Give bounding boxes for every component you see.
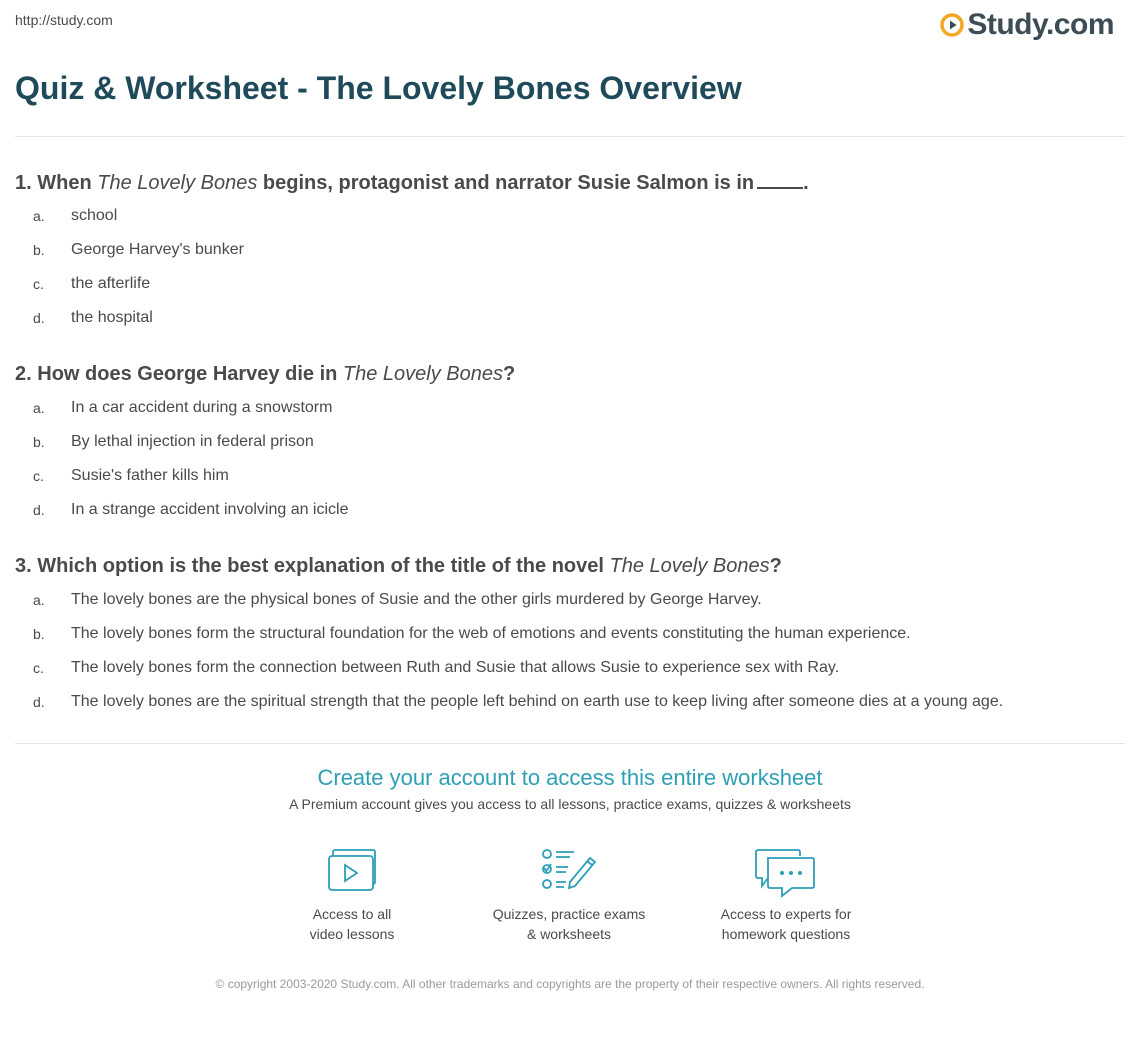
feature-line-2: & worksheets: [526, 926, 612, 942]
book-title-italic: The Lovely Bones: [609, 555, 770, 577]
feature-label: [252, 904, 452, 944]
answer-list: [15, 395, 1125, 531]
feature-line-1: Access to experts for: [720, 906, 852, 922]
create-account-link[interactable]: Create your account to access this entire worksheet: [317, 765, 823, 790]
answer-text: The lovely bones form the structural foundation for the web of emotions and events constituting the human experience.: [71, 625, 911, 642]
answer-text: By lethal injection in federal prison: [71, 433, 314, 450]
question-suffix: ?: [503, 363, 516, 385]
answer-option[interactable]: [15, 395, 1125, 429]
answer-option[interactable]: [15, 621, 1125, 655]
page-title: Quiz & Worksheet - The Lovely Bones Overview: [15, 70, 742, 106]
divider: [15, 743, 1125, 744]
question-1: [15, 169, 1125, 339]
source-url[interactable]: http://study.com: [15, 12, 113, 28]
question-suffix: begins, protagonist and narrator Susie Salmon is in: [262, 172, 755, 194]
question-number: 1.: [15, 172, 32, 194]
answer-letter: d.: [33, 694, 45, 710]
feature-line-2: homework questions: [721, 926, 851, 942]
answer-text: The lovely bones are the physical bones of Susie and the other girls murdered by George Harvey.: [71, 591, 762, 608]
answer-option[interactable]: [15, 689, 1125, 723]
video-lessons-icon: [326, 848, 378, 892]
answer-letter: a.: [33, 400, 45, 416]
answer-option[interactable]: [15, 271, 1125, 305]
play-logo-icon: [940, 13, 964, 37]
answer-text: The lovely bones are the spiritual strength that the people left behind on earth use to keep living after someone dies at a young age.: [71, 693, 1004, 710]
question-text: [15, 361, 1125, 387]
answer-letter: a.: [33, 208, 45, 224]
answer-text: In a strange accident involving an icicle: [71, 501, 349, 518]
question-prefix: Which option is the best explanation of the title of the novel: [37, 555, 604, 577]
feature-experts: [686, 848, 886, 944]
answer-text: school: [71, 207, 118, 224]
answer-letter: c.: [33, 660, 44, 676]
copyright-notice: © copyright 2003-2020 Study.com. All other trademarks and copyrights are the property of their respective owners. All rights reserved.: [215, 977, 925, 991]
feature-label: [469, 904, 669, 944]
answer-list: [15, 587, 1125, 723]
answer-option[interactable]: [15, 463, 1125, 497]
answer-option[interactable]: [15, 497, 1125, 531]
answer-letter: a.: [33, 592, 45, 608]
question-suffix: ?: [769, 555, 782, 577]
fill-in-blank: [757, 169, 803, 189]
question-2: [15, 361, 1125, 531]
logo-text: Study.com: [967, 8, 1114, 41]
answer-letter: b.: [33, 434, 45, 450]
book-title-italic: The Lovely Bones: [97, 172, 258, 194]
question-text: [15, 553, 1125, 579]
answer-text: the hospital: [71, 309, 153, 326]
feature-icon-wrap: [252, 848, 452, 896]
answer-option[interactable]: [15, 587, 1125, 621]
study-logo[interactable]: [940, 8, 1114, 42]
feature-video-lessons: [252, 848, 452, 944]
question-number: 2.: [15, 363, 32, 385]
answer-letter: b.: [33, 626, 45, 642]
feature-quizzes: [469, 848, 669, 944]
answer-letter: c.: [33, 276, 44, 292]
answer-letter: b.: [33, 242, 45, 258]
answer-option[interactable]: [15, 305, 1125, 339]
question-text: [15, 169, 1125, 195]
answer-text: the afterlife: [71, 275, 151, 292]
answer-list: [15, 203, 1125, 339]
answer-text: The lovely bones form the connection between Ruth and Susie that allows Susie to experience sex with Ray.: [71, 659, 840, 676]
feature-line-1: Access to all: [312, 906, 392, 922]
question-3: [15, 553, 1125, 723]
feature-icon-wrap: [686, 848, 886, 896]
feature-line-1: Quizzes, practice exams: [492, 906, 646, 922]
question-prefix: How does George Harvey die in: [37, 363, 338, 385]
answer-letter: d.: [33, 502, 45, 518]
chat-bubbles-icon: [754, 848, 818, 898]
answer-text: In a car accident during a snowstorm: [71, 399, 333, 416]
book-title-italic: The Lovely Bones: [342, 363, 504, 385]
feature-line-2: video lessons: [309, 926, 395, 942]
answer-letter: d.: [33, 310, 45, 326]
divider: [15, 136, 1125, 137]
question-prefix: When: [37, 172, 92, 194]
answer-text: Susie's father kills him: [71, 467, 229, 484]
feature-label: [686, 904, 886, 944]
feature-icon-wrap: [469, 848, 669, 896]
answer-letter: c.: [33, 468, 44, 484]
premium-description: A Premium account gives you access to all lessons, practice exams, quizzes & worksheets: [289, 796, 851, 812]
answer-option[interactable]: [15, 203, 1125, 237]
answer-option[interactable]: [15, 237, 1125, 271]
answer-text: George Harvey's bunker: [71, 241, 244, 258]
answer-option[interactable]: [15, 429, 1125, 463]
answer-option[interactable]: [15, 655, 1125, 689]
question-end: .: [803, 172, 809, 194]
quiz-checklist-icon: [540, 848, 598, 892]
question-number: 3.: [15, 555, 32, 577]
